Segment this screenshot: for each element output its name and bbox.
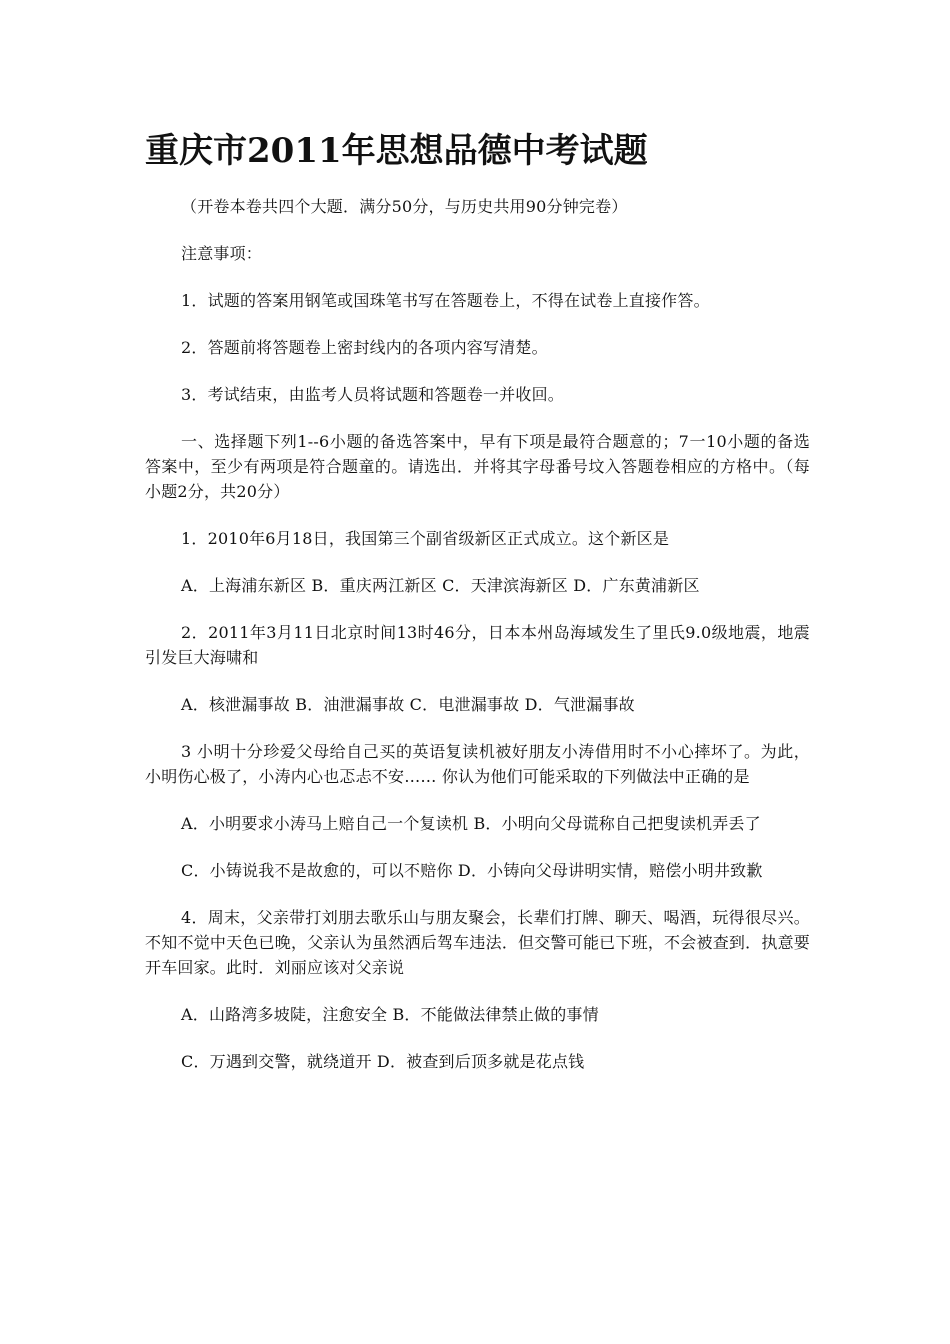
document-body	[145, 194, 810, 1096]
question-options: A．小明要求小涛马上赔自己一个复读机 B．小明向父母谎称自己把叟读机弄丢了	[181, 814, 761, 833]
notice-heading: 注意事项：	[181, 244, 263, 263]
question-stem: 3 小明十分珍爱父母给自己买的英语复读机被好朋友小涛借用时不小心摔坏了。为此，小明伤心极了，小涛内心也忑忐不安…… 你认为他们可能采取的下列做法中正确的是	[145, 742, 810, 786]
question-options: A．山路湾多坡陡，注愈安全 B．不能做法律禁止做的事情	[181, 1005, 599, 1024]
exam-subtitle: （开卷本卷共四个大题．满分50分，与历史共用90分钟完卷）	[181, 197, 628, 216]
document-title: 重庆市2011年思想品德中考试题	[145, 131, 648, 171]
notice-item: 3．考试结束，由监考人员将试题和答题卷一并收回。	[181, 385, 564, 404]
question-options: A．上海浦东新区 B．重庆两江新区 C．天津滨海新区 D．广东黄浦新区	[181, 576, 700, 595]
question-options: C．小铸说我不是故愈的，可以不赔你 D．小铸向父母讲明实情，赔偿小明井致歉	[181, 861, 763, 880]
notice-item: 1．试题的答案用钢笔或国珠笔书写在答题卷上，不得在试卷上直接作答。	[181, 291, 710, 310]
question-options: C．万遇到交警，就绕道开 D．被查到后顶多就是花点钱	[181, 1052, 585, 1071]
question-stem: 1．2010年6月18日，我国第三个副省级新区正式成立。这个新区是	[181, 529, 670, 548]
question-stem: 2．2011年3月11日北京时间13时46分，日本本州岛海域发生了里氏9.0级地震，地震引发巨大海啸和	[145, 623, 810, 667]
notice-item: 2．答题前将答题卷上密封线内的各项内容写清楚。	[181, 338, 548, 357]
question-stem: 4．周末，父亲带打刘朋去歌乐山与朋友聚会，长辈们打牌、聊天、喝酒，玩得很尽兴。不知不觉中天色已晚，父亲认为虽然洒后驾车违法．但交警可能已下班，不会被查到．执意要开车回家。此时．刘丽应该对父亲说	[145, 908, 810, 977]
section-one-intro: 一、选择题下列1--6小题的备选答案中，早有下项是最符合题意的；7一10小题的备选答案中，至少有两项是符合题童的。请选出．并将其字母番号坟入答题卷相应的方格中。（每小题2分，共20分）	[145, 432, 810, 501]
question-options: A．核泄漏事故 B．油泄漏事故 C．电泄漏事故 D．气泄漏事故	[181, 695, 635, 714]
